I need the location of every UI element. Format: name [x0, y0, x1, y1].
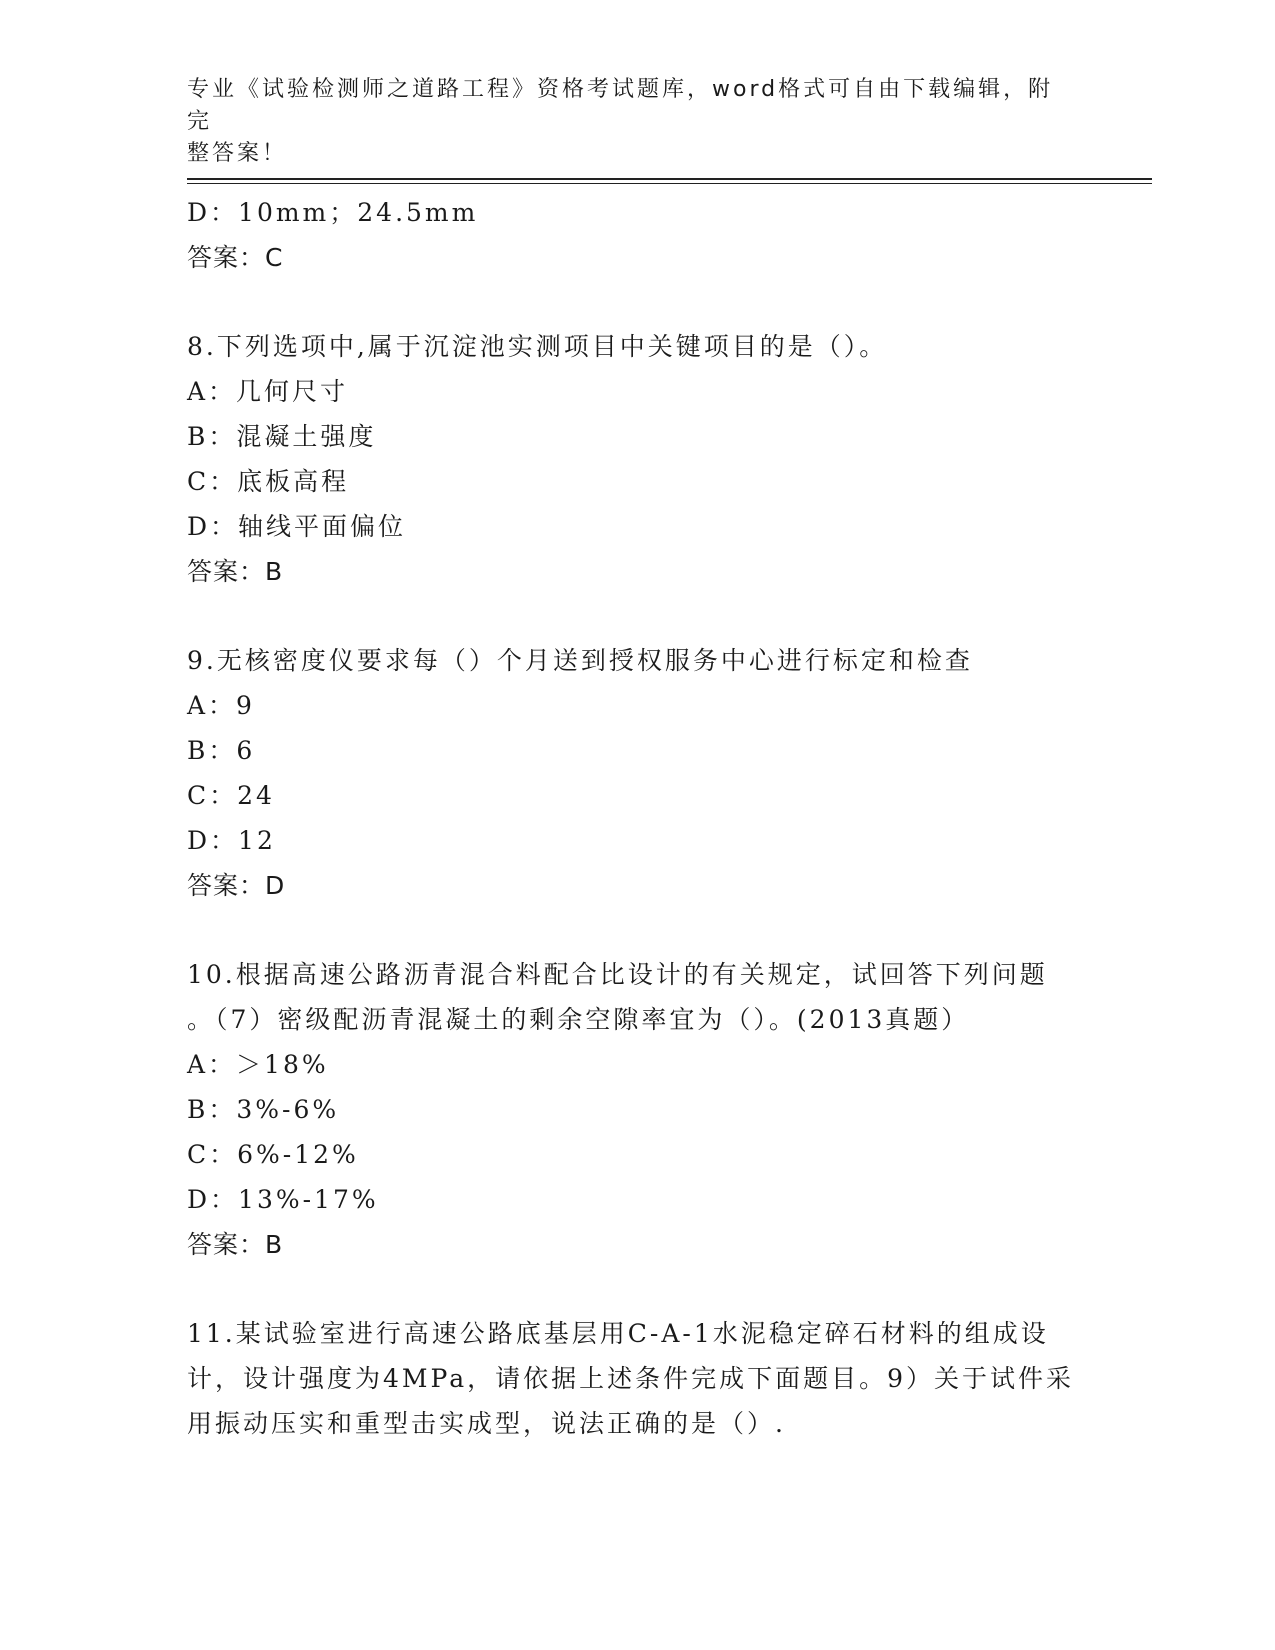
question-9: 9.无核密度仪要求每（）个月送到授权服务中心进行标定和检查: [187, 646, 973, 675]
question-11-line-1: 11.某试验室进行高速公路底基层用C-A-1水泥稳定碎石材料的组成设: [187, 1319, 1049, 1348]
prev-answer: 答案：C: [187, 243, 284, 272]
header-line-1: 专业《试验检测师之道路工程》资格考试题库，word格式可自由下载编辑，附完: [187, 77, 1054, 134]
q8-option-c: C：底板高程: [187, 467, 350, 496]
q10-option-d: D：13%-17%: [187, 1185, 379, 1214]
q8-answer: 答案：B: [187, 557, 284, 586]
document-header: [187, 74, 1067, 170]
prev-option-d: D：10mm；24.5mm: [187, 198, 479, 227]
q10-option-c: C：6%-12%: [187, 1140, 359, 1169]
document-body: [187, 190, 1087, 1446]
q8-option-b: B：混凝土强度: [187, 422, 377, 451]
q8-option-d: D：轴线平面偏位: [187, 512, 407, 541]
header-divider-thin: [187, 183, 1152, 184]
q8-option-a: A：几何尺寸: [187, 377, 349, 406]
question-10-line-2: 。（7）密级配沥青混凝土的剩余空隙率宜为（）。(2013真题）: [187, 1005, 970, 1034]
question-11-line-3: 用振动压实和重型击实成型，说法正确的是（）.: [187, 1409, 786, 1438]
header-line-2: 整答案！: [187, 141, 288, 166]
q9-option-a: A：9: [187, 691, 255, 720]
q10-option-a: A：＞18%: [187, 1050, 329, 1079]
header-divider-thick: [187, 178, 1152, 180]
question-8: 8.下列选项中,属于沉淀池实测项目中关键项目的是（）。: [187, 332, 888, 361]
q9-option-c: C：24: [187, 781, 275, 810]
question-11-line-2: 计，设计强度为4MPa，请依据上述条件完成下面题目。9）关于试件采: [187, 1364, 1075, 1393]
q9-option-d: D：12: [187, 826, 276, 855]
q9-answer: 答案：D: [187, 871, 286, 900]
q9-option-b: B：6: [187, 736, 256, 765]
question-10-line-1: 10.根据高速公路沥青混合料配合比设计的有关规定，试回答下列问题: [187, 960, 1048, 989]
q10-answer: 答案：B: [187, 1230, 284, 1259]
q10-option-b: B：3%-6%: [187, 1095, 340, 1124]
